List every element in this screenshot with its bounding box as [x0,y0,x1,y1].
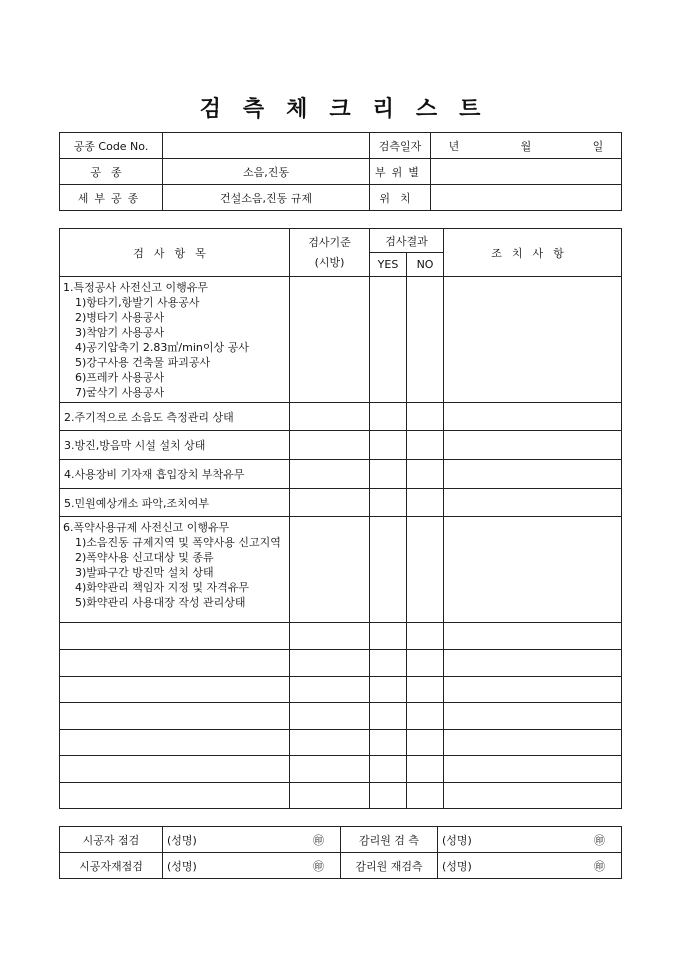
work-type-field[interactable]: 소음,진동 [163,159,370,185]
empty-row [60,623,622,650]
standard-cell[interactable] [290,403,370,431]
yes-cell[interactable] [370,431,407,460]
date-day-label: 일 [592,139,604,153]
action-cell[interactable] [444,431,622,460]
action-cell[interactable] [444,277,622,403]
col-result-header: 검사결과 [370,229,444,253]
seal-mark: ㊞ [313,833,324,847]
col-action-header: 조치사항 [444,229,622,277]
supervisor-check-label: 감리원 검 측 [341,827,438,853]
yes-cell[interactable] [370,783,407,809]
table-row [60,431,622,460]
location-label: 위치 [370,185,431,211]
item-cell[interactable] [60,650,290,677]
seal-mark: ㊞ [313,859,324,873]
yes-cell[interactable] [370,756,407,783]
no-cell[interactable] [407,460,444,489]
no-cell[interactable] [407,677,444,703]
name-placeholder: (성명) [442,833,472,847]
table-row [60,489,622,517]
yes-cell[interactable] [370,730,407,756]
check-sub-item: 7)굴삭기 사용공사 [75,386,165,399]
action-cell[interactable] [444,623,622,650]
empty-row [60,703,622,730]
yes-cell[interactable] [370,677,407,703]
yes-cell[interactable] [370,517,407,623]
item-cell[interactable] [60,756,290,783]
action-cell[interactable] [444,460,622,489]
check-item-title: 2.주기적으로 소음도 측정관리 상태 [60,403,290,431]
col-yes-header: YES [370,253,407,277]
check-sub-item: 4)화약관리 책임자 지정 및 자격유무 [75,581,250,594]
action-cell[interactable] [444,403,622,431]
name-placeholder: (성명) [442,859,472,873]
standard-cell[interactable] [290,650,370,677]
no-cell[interactable] [407,403,444,431]
location-field[interactable] [431,185,622,211]
inspection-date-label: 검측일자 [370,133,431,159]
check-item [60,277,290,403]
supervisor-recheck-signature[interactable] [438,853,622,879]
page-title: 검측체크리스트 [199,96,503,122]
action-cell[interactable] [444,756,622,783]
no-cell[interactable] [407,277,444,403]
table-row [60,403,622,431]
date-year-label: 년 [448,139,460,153]
check-sub-item: 5)강구사용 건축물 파괴공사 [75,356,211,369]
action-cell[interactable] [444,783,622,809]
check-sub-item: 2)폭약사용 신고대상 및 종류 [75,551,214,564]
col-no-header: NO [407,253,444,277]
standard-cell[interactable] [290,277,370,403]
check-item [60,517,290,623]
standard-cell[interactable] [290,623,370,650]
checklist-table [59,228,622,809]
item-cell[interactable] [60,703,290,730]
item-cell[interactable] [60,783,290,809]
action-cell[interactable] [444,650,622,677]
seal-mark: ㊞ [594,833,605,847]
standard-cell[interactable] [290,489,370,517]
standard-cell[interactable] [290,431,370,460]
action-cell[interactable] [444,677,622,703]
action-cell[interactable] [444,730,622,756]
check-item-title: 6.폭약사용규제 사전신고 이행유무 [63,521,230,534]
name-placeholder: (성명) [167,859,197,873]
action-cell[interactable] [444,489,622,517]
check-item-title: 4.사용장비 기자재 흡입장치 부착유무 [60,460,290,489]
signature-table [59,826,622,879]
standard-cell[interactable] [290,756,370,783]
check-sub-item: 2)병타기 사용공사 [75,311,165,324]
check-sub-item: 6)프레카 사용공사 [75,371,165,384]
yes-cell[interactable] [370,489,407,517]
empty-row [60,650,622,677]
inspection-date-field[interactable] [431,133,622,159]
empty-row [60,756,622,783]
standard-cell[interactable] [290,730,370,756]
check-sub-item: 3)착암기 사용공사 [75,326,165,339]
check-sub-item: 5)화약관리 사용대장 작성 관리상태 [75,596,246,609]
check-item-title: 3.방진,방음막 시설 설치 상태 [60,431,290,460]
seal-mark: ㊞ [594,859,605,873]
check-sub-item: 4)공기압축기 2.83㎥/min이상 공사 [75,341,249,354]
empty-row [60,730,622,756]
no-cell[interactable] [407,431,444,460]
check-item-title: 5.민원예상개소 파악,조치여부 [60,489,290,517]
check-item-title: 1.특정공사 사전신고 이행유무 [63,281,208,294]
part-label: 부위별 [370,159,431,185]
yes-cell[interactable] [370,277,407,403]
table-row [60,277,622,403]
work-code-field[interactable] [163,133,370,159]
item-cell[interactable] [60,677,290,703]
standard-cell[interactable] [290,703,370,730]
no-cell[interactable] [407,623,444,650]
check-sub-item: 1)소음진동 규제지역 및 폭약사용 신고지역 [75,536,281,549]
table-row [60,460,622,489]
contractor-recheck-label: 시공자재점검 [60,853,163,879]
no-cell[interactable] [407,489,444,517]
name-placeholder: (성명) [167,833,197,847]
no-cell[interactable] [407,756,444,783]
detail-work-label: 세부공종 [60,185,163,211]
no-cell[interactable] [407,517,444,623]
yes-cell[interactable] [370,703,407,730]
item-cell[interactable] [60,623,290,650]
detail-work-field[interactable]: 건설소음,진동 규제 [163,185,370,211]
col-standard-header [290,229,370,277]
action-cell[interactable] [444,517,622,623]
no-cell[interactable] [407,783,444,809]
contractor-recheck-signature[interactable] [163,853,341,879]
supervisor-check-signature[interactable] [438,827,622,853]
check-sub-item: 3)발파구간 방진막 설치 상태 [75,566,214,579]
date-month-label: 월 [520,139,532,153]
standard-cell[interactable] [290,677,370,703]
supervisor-recheck-label: 감리원 재검측 [341,853,438,879]
no-cell[interactable] [407,730,444,756]
col-standard-sub-label: (시방) [314,255,345,269]
header-info-table [59,132,622,211]
standard-cell[interactable] [290,460,370,489]
yes-cell[interactable] [370,650,407,677]
contractor-check-signature[interactable] [163,827,341,853]
part-field[interactable] [431,159,622,185]
standard-cell[interactable] [290,783,370,809]
yes-cell[interactable] [370,403,407,431]
item-cell[interactable] [60,730,290,756]
yes-cell[interactable] [370,460,407,489]
table-row [60,517,622,623]
col-standard-label: 검사기준 [308,235,351,249]
empty-row [60,677,622,703]
empty-row [60,783,622,809]
work-code-label: 공종 Code No. [60,133,163,159]
check-sub-item: 1)항타기,항발기 사용공사 [75,296,200,309]
col-item-header: 검사항목 [60,229,290,277]
action-cell[interactable] [444,703,622,730]
yes-cell[interactable] [370,623,407,650]
contractor-check-label: 시공자 점검 [60,827,163,853]
no-cell[interactable] [407,650,444,677]
work-type-label: 공종 [60,159,163,185]
standard-cell[interactable] [290,517,370,623]
no-cell[interactable] [407,703,444,730]
